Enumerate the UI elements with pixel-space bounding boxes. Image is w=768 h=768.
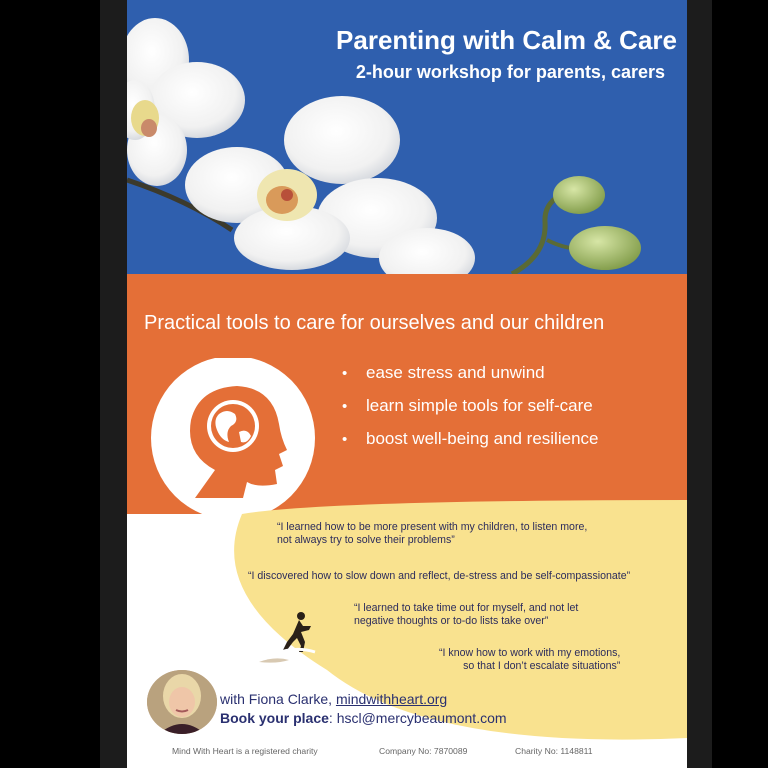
testimonial-quote: “I discovered how to slow down and reflect, de-stress and be self-compassionate” — [248, 570, 631, 582]
right-frame-border — [687, 0, 712, 768]
workshop-subtitle: 2-hour workshop for parents, carers — [355, 62, 665, 82]
left-frame-border — [100, 0, 127, 768]
tagline: Practical tools to care for ourselves and our children — [144, 312, 605, 334]
benefit-item: • learn simple tools for self-care — [342, 395, 598, 428]
benefit-list — [342, 362, 598, 461]
head-globe-icon — [147, 358, 322, 518]
testimonial-quote: “I learned how to be more present with my children, to listen more, not always try to solve their problems” — [277, 521, 588, 546]
presenter-photo — [147, 670, 217, 734]
book-label: Book your place — [220, 710, 329, 726]
benefit-item: • ease stress and unwind — [342, 362, 598, 395]
benefit-item: • boost well-being and resilience — [342, 428, 598, 461]
testimonial-quote: “I learned to take time out for myself, and not let negative thoughts or to-do lists take over” — [354, 602, 579, 627]
footer-company-no: Company No: 7870089 — [379, 746, 468, 756]
booking-email[interactable]: hscl@mercybeaumont.com — [336, 710, 507, 726]
footer-charity-no: Charity No: 1148811 — [515, 746, 593, 756]
workshop-title: Parenting with Calm & Care — [336, 25, 677, 55]
presenter-line: with Fiona Clarke, mindwithheart.org — [220, 691, 448, 707]
surfer-icon — [255, 610, 325, 666]
website-link[interactable]: mindwithheart.org — [335, 691, 448, 707]
testimonial-quote: “I know how to work with my emotions, so that I don’t escalate situations” — [439, 647, 621, 672]
benefits-band — [127, 274, 687, 514]
workshop-flyer — [127, 0, 687, 768]
footer-charity-note: Mind With Heart is a registered charity — [172, 746, 318, 756]
booking-line: Book your place: hscl@mercybeaumont.com — [220, 710, 507, 726]
hero-banner — [127, 0, 687, 274]
